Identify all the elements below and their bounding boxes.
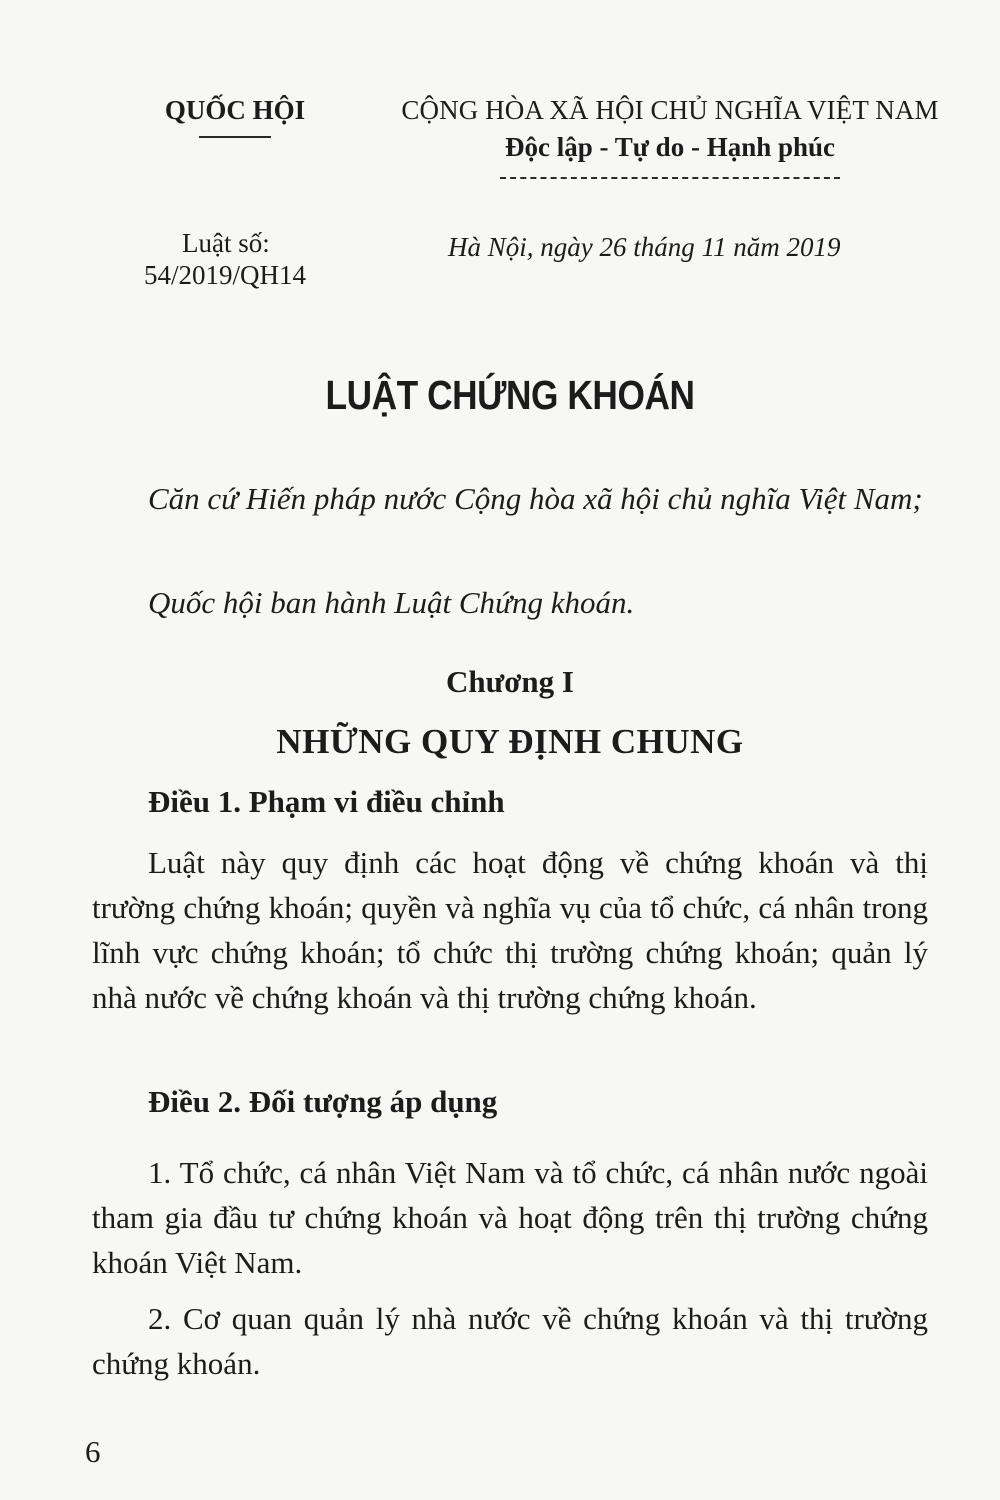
chapter-title: NHỮNG QUY ĐỊNH CHUNG xyxy=(276,722,744,761)
document-title: LUẬT CHỨNG KHOÁN xyxy=(325,372,695,418)
law-number-value: 54/2019/QH14 xyxy=(144,260,306,290)
article-2-heading: Điều 2. Đối tượng áp dụng xyxy=(148,1084,498,1119)
chapter-number: Chương I xyxy=(446,664,574,699)
preamble-basis: Căn cứ Hiến pháp nước Cộng hòa xã hội chủ nghĩa Việt Nam; xyxy=(148,481,923,516)
place-date: Hà Nội, ngày 26 tháng 11 năm 2019 xyxy=(448,232,841,262)
article-2-clause-2: 2. Cơ quan quản lý nhà nước về chứng khoán và thị trường chứng khoán. xyxy=(92,1301,928,1381)
article-2-clause-1: 1. Tổ chức, cá nhân Việt Nam và tổ chức, cá nhân nước ngoài tham gia đầu tư chứng khoán và hoạt động trên thị trường chứng khoán Việt Nam. xyxy=(92,1155,928,1280)
republic-name: CỘNG HÒA XÃ HỘI CHỦ NGHĨA VIỆT NAM xyxy=(401,95,939,125)
article-1-heading: Điều 1. Phạm vi điều chỉnh xyxy=(148,784,505,819)
law-number-label: Luật số: xyxy=(182,228,270,258)
national-motto: Độc lập - Tự do - Hạnh phúc xyxy=(504,132,836,162)
motto-underline xyxy=(500,177,840,179)
issuer-block xyxy=(155,95,315,138)
bleed-through-shadow xyxy=(330,330,930,370)
page-number: 6 xyxy=(85,1434,101,1469)
national-header xyxy=(380,95,960,179)
issuer-name: QUỐC HỘI xyxy=(164,95,306,125)
issuer-underline xyxy=(199,136,271,138)
article-1-paragraph: Luật này quy định các hoạt động về chứng khoán và thị trường chứng khoán; quyền và nghĩa vụ của tổ chức, cá nhân trong lĩnh vực chứng khoán; tổ chức thị trường chứng khoán; quản lý nhà nước về chứng khoán và thị trường chứng khoán. xyxy=(92,845,928,1015)
preamble-enactment: Quốc hội ban hành Luật Chứng khoán. xyxy=(148,585,635,620)
